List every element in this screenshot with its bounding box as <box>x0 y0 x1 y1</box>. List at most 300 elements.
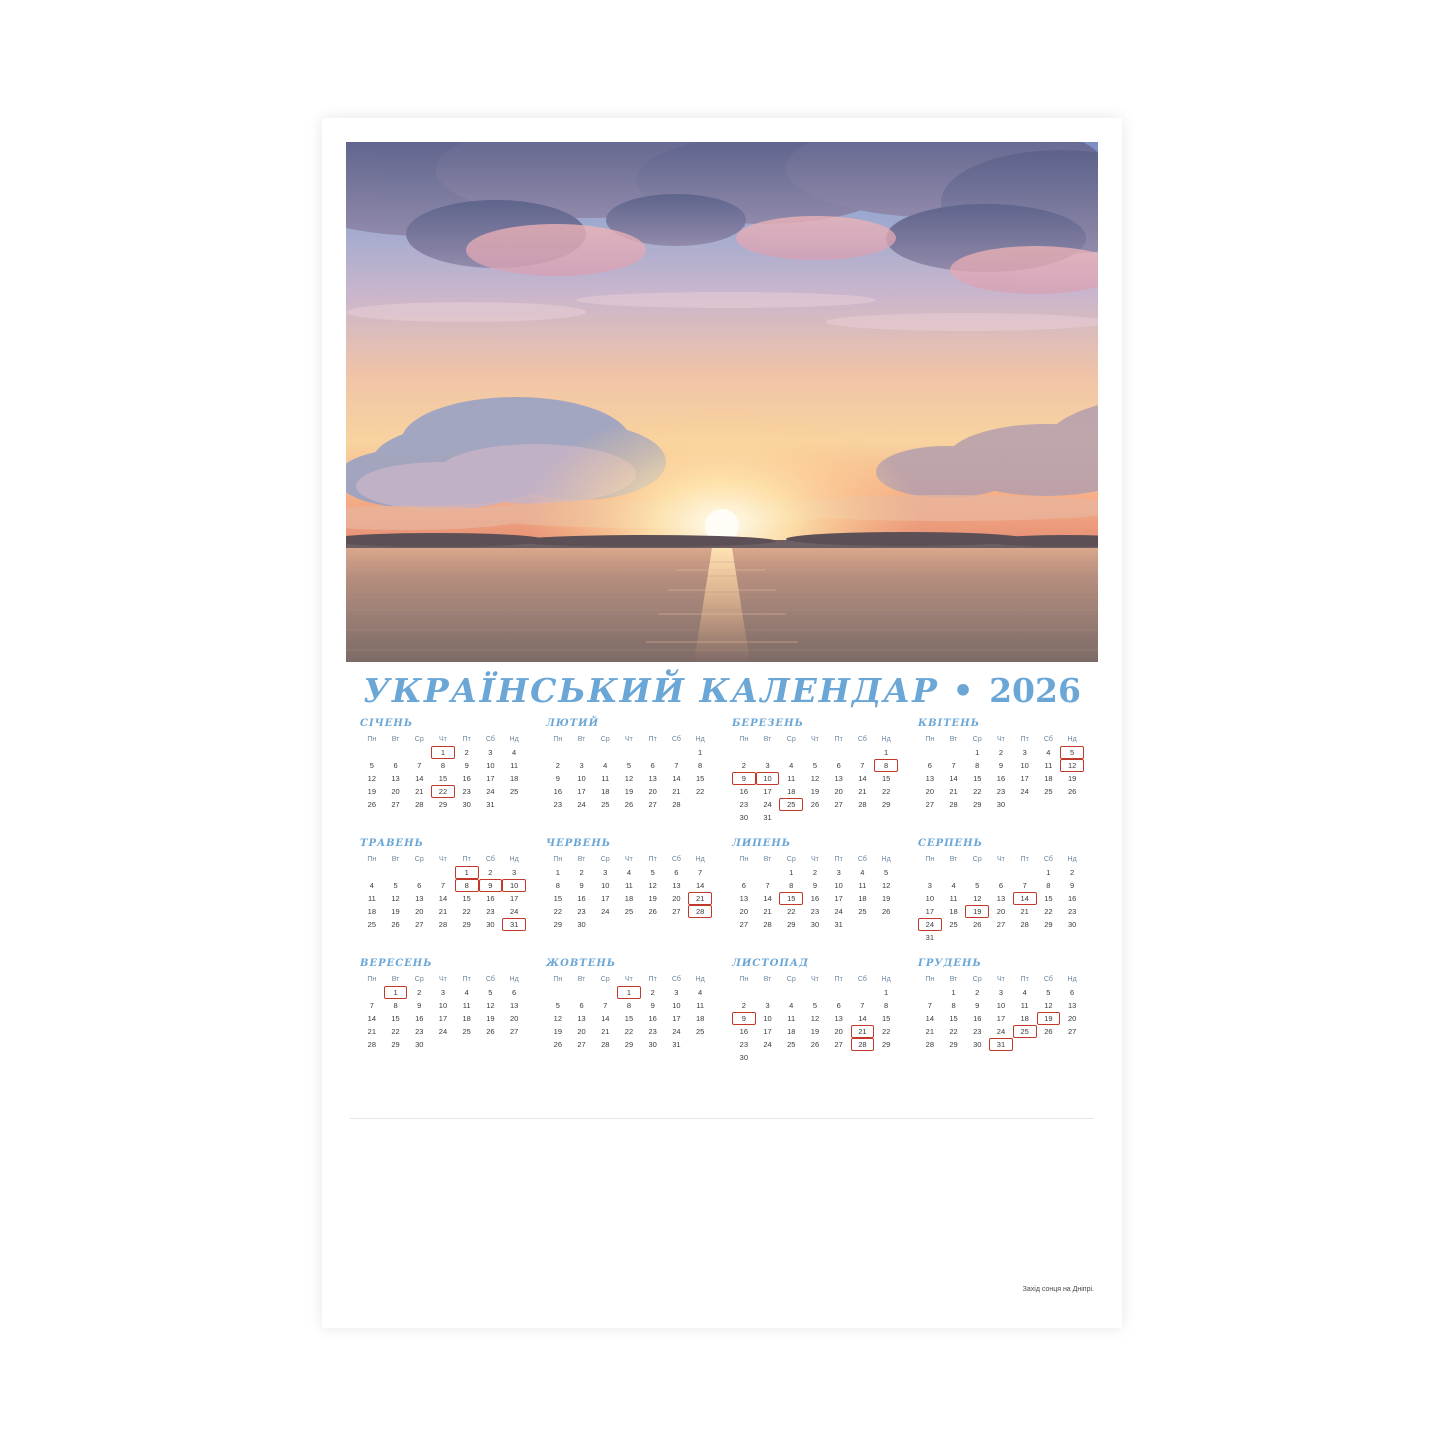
empty-cell <box>732 866 756 879</box>
weekday-header: Нд <box>881 856 891 863</box>
day-cell: 13 <box>509 1001 519 1010</box>
day-cell: 29 <box>553 920 563 929</box>
day-cell: 29 <box>462 920 471 929</box>
weekday-header: Пн <box>553 736 563 743</box>
day-cell: 7 <box>674 761 679 770</box>
day-cell: 21 <box>601 1027 610 1036</box>
day-cell: 11 <box>1020 1001 1029 1010</box>
day-cell: 13 <box>415 894 424 903</box>
day-cell: 20 <box>925 787 935 796</box>
weekday-header: Сб <box>485 976 495 983</box>
month-10 <box>536 958 722 1078</box>
day-cell: 20 <box>509 1014 519 1023</box>
day-cell: 3 <box>488 748 493 757</box>
months-row <box>350 958 1094 1078</box>
day-cell: 8 <box>789 881 794 890</box>
day-cell: 4 <box>1022 988 1027 997</box>
weekday-header: Сб <box>857 736 867 743</box>
day-cell: 12 <box>973 894 982 903</box>
sunset-illustration <box>346 142 1098 662</box>
empty-cell <box>965 866 989 879</box>
empty-cell <box>942 931 966 944</box>
day-cell: 3 <box>765 761 770 770</box>
empty-cell <box>593 746 617 759</box>
day-cell: 31 <box>763 813 772 822</box>
section-divider <box>350 1118 1094 1119</box>
title-main: УКРАЇНСЬКИЙ КАЛЕНДАР <box>363 671 939 710</box>
day-cell: 9 <box>579 881 584 890</box>
empty-cell <box>546 986 570 999</box>
day-cell: 28 <box>672 800 681 809</box>
day-cell: 28 <box>858 800 867 809</box>
weekday-header: Пн <box>367 856 377 863</box>
empty-cell <box>502 1038 526 1051</box>
weekday-header: Сб <box>671 856 681 863</box>
day-cell: 6 <box>1070 988 1075 997</box>
empty-cell <box>1037 1038 1061 1051</box>
day-cell: 14 <box>1013 892 1037 905</box>
weekday-header: Вт <box>577 976 586 983</box>
day-cell: 9 <box>479 879 503 892</box>
day-cell: 21 <box>672 787 681 796</box>
day-cell: 15 <box>949 1014 958 1023</box>
day-cell: 6 <box>998 881 1004 890</box>
day-cell: 23 <box>648 1027 657 1036</box>
day-cell: 17 <box>601 894 610 903</box>
empty-cell <box>989 866 1013 879</box>
empty-cell <box>1013 866 1037 879</box>
day-cell: 12 <box>1060 759 1084 772</box>
weekday-header: Нд <box>509 856 519 863</box>
day-cell: 26 <box>553 1040 563 1049</box>
day-cell: 15 <box>973 774 982 783</box>
day-cell: 27 <box>672 907 681 916</box>
day-cell: 27 <box>834 800 843 809</box>
day-cell: 29 <box>949 1040 958 1049</box>
weekday-header: Вт <box>577 856 586 863</box>
weekday-header: Ср <box>972 736 982 743</box>
day-cell: 6 <box>741 881 746 890</box>
day-cell: 23 <box>973 1027 982 1036</box>
day-cell: 26 <box>391 920 400 929</box>
day-cell: 7 <box>765 881 770 890</box>
day-cell: 23 <box>577 907 586 916</box>
empty-cell <box>803 986 827 999</box>
empty-cell <box>918 866 942 879</box>
day-cell: 4 <box>603 761 608 770</box>
day-cell: 20 <box>834 1027 843 1036</box>
day-cell: 23 <box>462 787 471 796</box>
day-cell: 8 <box>440 761 446 770</box>
month-name: ГРУДЕНЬ <box>918 958 982 969</box>
day-cell: 13 <box>834 774 843 783</box>
day-cell: 26 <box>810 800 820 809</box>
day-cell: 27 <box>577 1040 586 1049</box>
day-cell: 2 <box>579 868 584 877</box>
day-cell: 29 <box>973 800 982 809</box>
weekday-header: Пт <box>648 736 657 743</box>
empty-cell <box>479 1038 503 1051</box>
day-cell: 21 <box>858 787 867 796</box>
day-cell: 12 <box>391 894 400 903</box>
day-cell: 13 <box>577 1014 586 1023</box>
day-cell: 14 <box>763 894 772 903</box>
day-cell: 25 <box>1044 787 1053 796</box>
weekday-header: Нд <box>695 736 705 743</box>
day-cell: 9 <box>650 1001 655 1010</box>
day-cell: 30 <box>810 920 820 929</box>
day-cell: 12 <box>881 881 891 890</box>
day-cell: 7 <box>369 1001 374 1010</box>
empty-cell <box>874 918 898 931</box>
day-cell: 4 <box>1046 748 1051 757</box>
day-cell: 24 <box>763 1040 772 1049</box>
empty-cell <box>827 746 851 759</box>
day-cell: 25 <box>779 798 803 811</box>
day-cell: 5 <box>393 881 398 890</box>
day-cell: 4 <box>369 881 374 890</box>
day-cell: 20 <box>739 907 749 916</box>
month-7 <box>722 838 908 958</box>
day-cell: 29 <box>624 1040 634 1049</box>
weekday-header: Ср <box>600 856 610 863</box>
weekday-header: Чт <box>625 976 633 983</box>
weekday-header: Нд <box>509 736 519 743</box>
day-cell: 22 <box>1044 907 1053 916</box>
day-cell: 13 <box>739 894 749 903</box>
day-cell: 15 <box>553 894 563 903</box>
day-cell: 30 <box>486 920 495 929</box>
day-cell: 8 <box>626 1001 632 1010</box>
day-cell: 17 <box>486 774 495 783</box>
day-cell: 16 <box>577 894 586 903</box>
day-cell: 5 <box>884 868 889 877</box>
day-cell: 27 <box>391 800 400 809</box>
month-8 <box>908 838 1094 958</box>
empty-cell <box>1013 798 1037 811</box>
empty-cell <box>851 986 875 999</box>
day-cell: 1 <box>884 748 889 757</box>
day-cell: 10 <box>763 1014 772 1023</box>
day-cell: 3 <box>927 881 932 890</box>
empty-cell <box>455 1038 479 1051</box>
day-cell: 28 <box>763 920 772 929</box>
day-cell: 15 <box>881 774 891 783</box>
day-cell: 31 <box>486 800 495 809</box>
day-cell: 8 <box>874 759 898 772</box>
day-cell: 6 <box>836 761 841 770</box>
weekday-header: Сб <box>857 856 867 863</box>
day-cell: 24 <box>438 1027 448 1036</box>
day-cell: 22 <box>949 1027 958 1036</box>
day-cell: 15 <box>881 1014 891 1023</box>
weekday-header: Вт <box>391 736 400 743</box>
day-cell: 15 <box>695 774 705 783</box>
day-cell: 26 <box>624 800 634 809</box>
day-cell: 21 <box>1020 907 1029 916</box>
empty-cell <box>593 918 617 931</box>
day-cell: 18 <box>787 787 796 796</box>
day-cell: 17 <box>672 1014 681 1023</box>
empty-cell <box>360 746 384 759</box>
day-cell: 30 <box>415 1040 424 1049</box>
day-cell: 20 <box>415 907 424 916</box>
day-cell: 10 <box>996 1001 1006 1010</box>
day-cell: 7 <box>860 1001 865 1010</box>
day-cell: 5 <box>488 988 493 997</box>
day-cell: 31 <box>502 918 526 931</box>
day-cell: 4 <box>789 1001 794 1010</box>
day-cell: 4 <box>789 761 794 770</box>
month-table <box>360 853 526 931</box>
day-cell: 20 <box>996 907 1006 916</box>
weekday-header: Чт <box>997 976 1005 983</box>
empty-cell <box>942 746 966 759</box>
day-cell: 28 <box>949 800 958 809</box>
day-cell: 9 <box>464 761 469 770</box>
day-cell: 7 <box>951 761 956 770</box>
day-cell: 13 <box>391 774 400 783</box>
day-cell: 3 <box>440 988 446 997</box>
day-cell: 19 <box>624 787 634 796</box>
day-cell: 18 <box>1044 774 1053 783</box>
empty-cell <box>918 746 942 759</box>
day-cell: 3 <box>579 761 584 770</box>
day-cell: 30 <box>739 1053 749 1062</box>
weekday-header: Чт <box>625 736 633 743</box>
day-cell: 25 <box>1013 1025 1037 1038</box>
weekday-header: Вт <box>763 976 772 983</box>
empty-cell <box>779 746 803 759</box>
month-6 <box>536 838 722 958</box>
weekday-header: Пт <box>462 736 471 743</box>
empty-cell <box>665 918 689 931</box>
day-cell: 24 <box>486 787 495 796</box>
day-cell: 1 <box>455 866 479 879</box>
day-cell: 4 <box>512 748 517 757</box>
weekday-header: Пн <box>367 976 377 983</box>
day-cell: 9 <box>812 881 818 890</box>
empty-cell <box>384 866 408 879</box>
weekday-header: Ср <box>414 856 424 863</box>
day-cell: 5 <box>1060 746 1084 759</box>
day-cell: 23 <box>739 800 749 809</box>
day-cell: 10 <box>486 761 495 770</box>
day-cell: 27 <box>834 1040 843 1049</box>
day-cell: 31 <box>989 1038 1013 1051</box>
weekday-header: Сб <box>671 736 681 743</box>
day-cell: 17 <box>834 894 843 903</box>
day-cell: 7 <box>860 761 865 770</box>
weekday-header: Пн <box>367 736 377 743</box>
day-cell: 16 <box>973 1014 982 1023</box>
title-year: 2026 <box>989 671 1081 710</box>
day-cell: 21 <box>367 1027 377 1036</box>
day-cell: 3 <box>836 868 841 877</box>
empty-cell <box>732 986 756 999</box>
weekday-header: Нд <box>1067 856 1077 863</box>
day-cell: 18 <box>462 1014 471 1023</box>
empty-cell <box>1060 798 1084 811</box>
weekday-header: Вт <box>949 976 958 983</box>
weekday-header: Пт <box>1020 856 1029 863</box>
day-cell: 22 <box>881 787 891 796</box>
weekday-header: Вт <box>391 856 400 863</box>
day-cell: 13 <box>834 1014 843 1023</box>
empty-cell <box>665 746 689 759</box>
day-cell: 17 <box>763 787 772 796</box>
day-cell: 17 <box>1020 774 1029 783</box>
day-cell: 21 <box>925 1027 935 1036</box>
day-cell: 2 <box>417 988 422 997</box>
day-cell: 28 <box>438 920 448 929</box>
day-cell: 20 <box>391 787 400 796</box>
day-cell: 12 <box>367 774 377 783</box>
day-cell: 21 <box>763 907 772 916</box>
weekday-header: Пт <box>648 976 657 983</box>
day-cell: 11 <box>1044 761 1053 770</box>
empty-cell <box>779 811 803 824</box>
empty-cell <box>779 986 803 999</box>
day-cell: 22 <box>553 907 563 916</box>
weekday-header: Нд <box>509 976 519 983</box>
day-cell: 28 <box>925 1040 935 1049</box>
day-cell: 27 <box>415 920 424 929</box>
empty-cell <box>384 746 408 759</box>
weekday-header: Вт <box>577 736 586 743</box>
day-cell: 22 <box>973 787 982 796</box>
month-3 <box>722 718 908 838</box>
day-cell: 4 <box>626 868 632 877</box>
empty-cell <box>1060 931 1084 944</box>
empty-cell <box>989 931 1013 944</box>
day-cell: 17 <box>577 787 586 796</box>
day-cell: 23 <box>810 907 820 916</box>
month-5 <box>350 838 536 958</box>
day-cell: 11 <box>858 881 867 890</box>
day-cell: 8 <box>975 761 980 770</box>
day-cell: 2 <box>555 761 560 770</box>
day-cell: 2 <box>488 868 493 877</box>
day-cell: 25 <box>858 907 867 916</box>
day-cell: 23 <box>486 907 495 916</box>
day-cell: 7 <box>417 761 422 770</box>
day-cell: 11 <box>787 1014 796 1023</box>
weekday-header: Вт <box>391 976 400 983</box>
month-table <box>732 733 898 824</box>
empty-cell <box>803 746 827 759</box>
day-cell: 23 <box>996 787 1006 796</box>
day-cell: 18 <box>858 894 867 903</box>
day-cell: 1 <box>951 988 956 997</box>
day-cell: 21 <box>415 787 424 796</box>
day-cell: 21 <box>949 787 958 796</box>
day-cell: 13 <box>1067 1001 1077 1010</box>
day-cell: 6 <box>836 1001 841 1010</box>
day-cell: 19 <box>1037 1012 1061 1025</box>
day-cell: 15 <box>624 1014 634 1023</box>
day-cell: 17 <box>438 1014 448 1023</box>
day-cell: 24 <box>509 907 519 916</box>
weekday-header: Ср <box>786 736 796 743</box>
day-cell: 15 <box>779 892 803 905</box>
empty-cell <box>546 746 570 759</box>
month-table <box>918 853 1084 944</box>
day-cell: 16 <box>739 1027 749 1036</box>
weekday-header: Сб <box>485 856 495 863</box>
calendar-poster <box>322 118 1122 1328</box>
empty-cell <box>502 798 526 811</box>
empty-cell <box>1013 1038 1037 1051</box>
day-cell: 29 <box>1044 920 1053 929</box>
day-cell: 19 <box>391 907 400 916</box>
weekday-header: Чт <box>439 856 447 863</box>
day-cell: 24 <box>918 918 942 931</box>
empty-cell <box>827 811 851 824</box>
weekday-header: Пн <box>925 856 935 863</box>
day-cell: 27 <box>739 920 749 929</box>
day-cell: 31 <box>925 933 935 942</box>
day-cell: 26 <box>881 907 891 916</box>
day-cell: 28 <box>851 1038 875 1051</box>
empty-cell <box>827 1051 851 1064</box>
day-cell: 11 <box>787 774 796 783</box>
day-cell: 25 <box>509 787 519 796</box>
day-cell: 25 <box>787 1040 796 1049</box>
weekday-header: Нд <box>881 736 891 743</box>
day-cell: 15 <box>391 1014 400 1023</box>
day-cell: 24 <box>1020 787 1029 796</box>
weekday-header: Пт <box>834 856 843 863</box>
day-cell: 11 <box>949 894 958 903</box>
day-cell: 1 <box>617 986 641 999</box>
month-name: ЛИСТОПАД <box>732 958 809 969</box>
weekday-header: Чт <box>997 856 1005 863</box>
day-cell: 28 <box>1020 920 1029 929</box>
day-cell: 30 <box>1067 920 1077 929</box>
weekday-header: Нд <box>695 976 705 983</box>
day-cell: 3 <box>603 868 608 877</box>
day-cell: 18 <box>509 774 519 783</box>
day-cell: 18 <box>601 787 610 796</box>
months-grid <box>350 718 1094 1078</box>
day-cell: 2 <box>812 868 818 877</box>
day-cell: 17 <box>509 894 519 903</box>
day-cell: 9 <box>732 1012 756 1025</box>
weekday-header: Нд <box>695 856 705 863</box>
empty-cell <box>851 1051 875 1064</box>
empty-cell <box>688 1038 712 1051</box>
day-cell: 4 <box>860 868 865 877</box>
day-cell: 25 <box>462 1027 471 1036</box>
day-cell: 14 <box>925 1014 935 1023</box>
weekday-header: Ср <box>600 976 610 983</box>
day-cell: 1 <box>698 748 703 757</box>
day-cell: 14 <box>415 774 424 783</box>
weekday-header: Вт <box>949 736 958 743</box>
day-cell: 20 <box>577 1027 586 1036</box>
empty-cell <box>570 986 594 999</box>
month-table <box>918 973 1084 1051</box>
day-cell: 19 <box>1067 774 1077 783</box>
day-cell: 10 <box>577 774 586 783</box>
day-cell: 22 <box>391 1027 400 1036</box>
day-cell: 26 <box>810 1040 820 1049</box>
day-cell: 14 <box>695 881 705 890</box>
day-cell: 3 <box>512 868 517 877</box>
day-cell: 22 <box>695 787 705 796</box>
day-cell: 30 <box>577 920 586 929</box>
